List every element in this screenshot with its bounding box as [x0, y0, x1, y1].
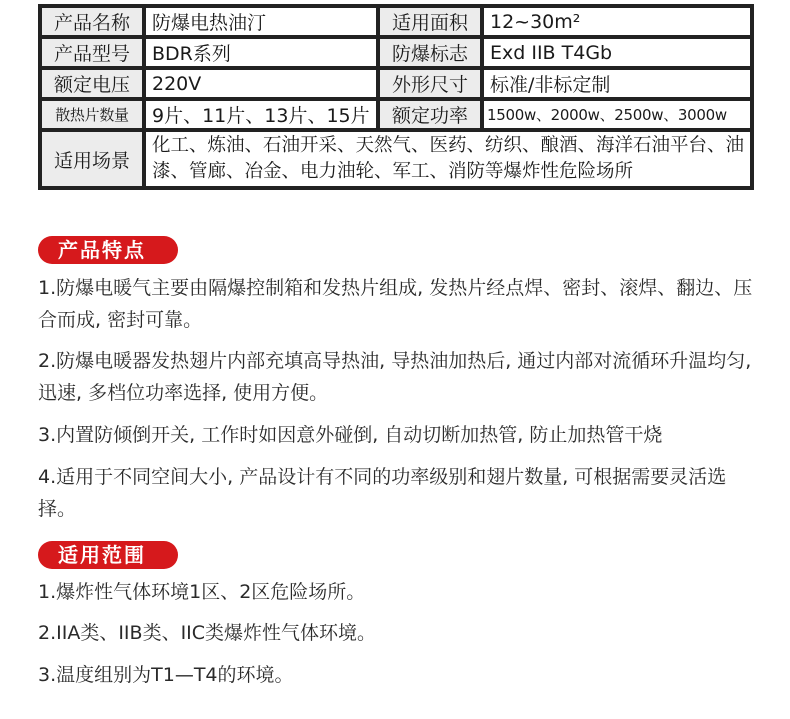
- spec-table: [38, 4, 754, 190]
- spec-value: Exd IIB T4Gb: [482, 37, 752, 68]
- spec-label: 适用场景: [40, 130, 144, 188]
- spec-row: [40, 99, 752, 130]
- spec-value: BDR系列: [144, 37, 378, 68]
- feature-item: 3.内置防倾倒开关, 工作时如因意外碰倒, 自动切断加热管, 防止加热管干烧: [38, 424, 663, 446]
- spec-label: 产品型号: [40, 37, 144, 68]
- scope-item: 3.温度组别为T1—T4的环境。: [38, 664, 294, 686]
- spec-value: 220V: [144, 68, 378, 99]
- feature-item: 1.防爆电暖气主要由隔爆控制箱和发热片组成, 发热片经点焊、密封、滚焊、翻边、压合而成, 密封可靠。: [38, 277, 753, 331]
- spec-value: 标准/非标定制: [482, 68, 752, 99]
- spec-row: [40, 68, 752, 99]
- spec-label: 额定电压: [40, 68, 144, 99]
- spec-value: 防爆电热油汀: [144, 6, 378, 37]
- scope-item: 1.爆炸性气体环境1区、2区危险场所。: [38, 581, 366, 603]
- scope-badge: 适用范围: [38, 541, 178, 569]
- scope-item: 2.IIA类、IIB类、IIC类爆炸性气体环境。: [38, 622, 377, 644]
- feature-item: 4.适用于不同空间大小, 产品设计有不同的功率级别和翅片数量, 可根据需要灵活选择。: [38, 466, 727, 520]
- spec-value: 12~30m²: [482, 6, 752, 37]
- spec-row: [40, 6, 752, 37]
- spec-row-scene: [40, 130, 752, 188]
- spec-value: 1500w、2000w、2500w、3000w: [482, 99, 752, 130]
- spec-label: 适用面积: [378, 6, 482, 37]
- spec-label: 外形尺寸: [378, 68, 482, 99]
- spec-label: 产品名称: [40, 6, 144, 37]
- spec-value: 9片、11片、13片、15片: [144, 99, 378, 130]
- spec-label: 防爆标志: [378, 37, 482, 68]
- features-badge: 产品特点: [38, 236, 178, 264]
- spec-value-scene: 化工、炼油、石油开采、天然气、医药、纺织、酿酒、海洋石油平台、油漆、管廊、冶金、电力油轮、军工、消防等爆炸性危险场所: [144, 130, 752, 188]
- spec-label: 额定功率: [378, 99, 482, 130]
- spec-row: [40, 37, 752, 68]
- spec-label: 散热片数量: [40, 99, 144, 130]
- feature-item: 2.防爆电暖器发热翅片内部充填高导热油, 导热油加热后, 通过内部对流循环升温均匀, 迅速, 多档位功率选择, 使用方便。: [38, 350, 752, 404]
